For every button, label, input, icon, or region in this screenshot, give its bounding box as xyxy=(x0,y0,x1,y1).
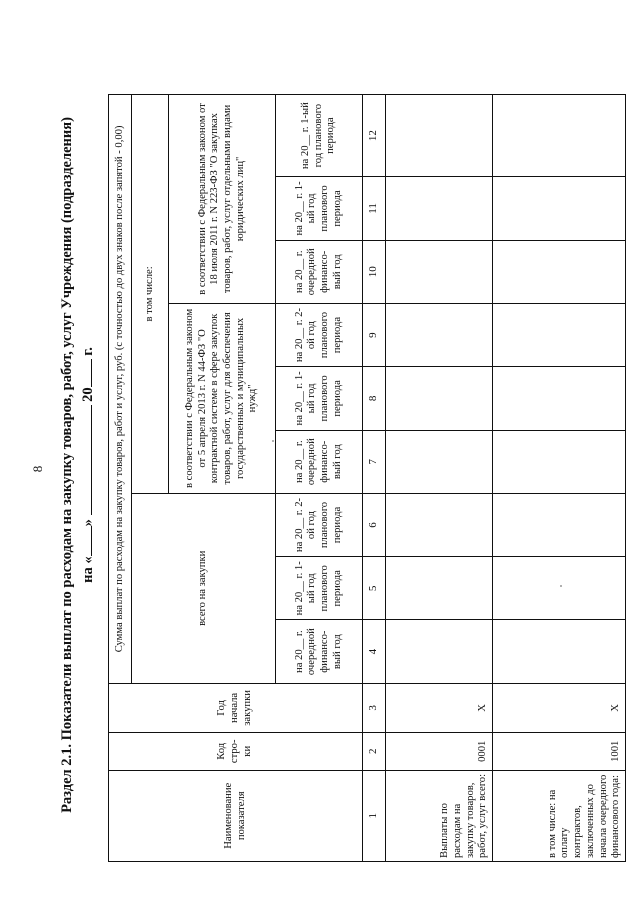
row-code: 1001 xyxy=(493,733,626,771)
value-cell[interactable] xyxy=(386,620,493,683)
value-cell[interactable] xyxy=(493,240,626,303)
value-cell[interactable] xyxy=(493,177,626,240)
section-title-line: Раздел 2.1. Показатели выплат по расходам на закупку товаров, работ, услуг Учреждения (подразделения) xyxy=(59,117,75,813)
value-cell[interactable] xyxy=(386,430,493,493)
value-cell[interactable] xyxy=(493,557,626,620)
row-start-year: X xyxy=(386,683,493,732)
value-cell[interactable] xyxy=(386,177,493,240)
row-code: 0001 xyxy=(386,733,493,771)
column-number-4: 4 xyxy=(363,620,386,683)
header-total-first-plan-year: на 20__ г. 1-ый год планового периода xyxy=(276,557,363,620)
header-223fz-first-plan-year: на 20__ г. 1-ый год планового периода xyxy=(276,177,363,240)
column-number-3: 3 xyxy=(363,683,386,732)
value-cell[interactable] xyxy=(493,493,626,556)
value-cell[interactable] xyxy=(386,367,493,430)
column-number-2: 2 xyxy=(363,733,386,771)
header-start-year: Год начала закупки xyxy=(109,683,363,732)
table-row xyxy=(386,95,493,862)
value-cell[interactable] xyxy=(386,493,493,556)
column-number-12: 12 xyxy=(363,95,386,177)
header-total-second-plan-year: на 20__ г. 2-ой год планового периода xyxy=(276,493,363,556)
header-44fz-second-plan-year: на 20__ г. 2-ой год планового периода xyxy=(276,303,363,366)
section-date-line xyxy=(78,65,99,865)
column-number-6: 6 xyxy=(363,493,386,556)
value-cell[interactable] xyxy=(493,430,626,493)
column-number-7: 7 xyxy=(363,430,386,493)
header-including: в том числе: xyxy=(132,95,169,494)
value-cell[interactable] xyxy=(386,557,493,620)
header-sum: Сумма выплат по расходам на закупку товаров, работ и услуг, руб. (с точностью до двух знаков после запятой - 0,00) xyxy=(109,95,132,684)
header-total-current-year: на 20__ г. очередной финансо-вый год xyxy=(276,620,363,683)
value-cell[interactable] xyxy=(386,303,493,366)
column-number-11: 11 xyxy=(363,177,386,240)
column-number-1: 1 xyxy=(363,770,386,861)
scan-speck xyxy=(560,585,562,587)
header-law-44fz: в соответствии с Федеральным законом от 5 апреля 2013 г. N 44-ФЗ "О контрактной системе в сфере закупок товаров, работ, услуг для обеспечения государственных и муниципальных нужд" xyxy=(169,303,276,493)
column-number-9: 9 xyxy=(363,303,386,366)
row-name: в том числе: на оплату контрактов, заключенных до начала очередного финансового года: xyxy=(493,770,626,861)
date-year-prefix: 20 xyxy=(79,387,96,402)
header-44fz-current-year: на 20__ г. очередной финансо-вый год xyxy=(276,430,363,493)
column-number-8: 8 xyxy=(363,367,386,430)
table-row xyxy=(493,95,626,862)
date-suffix: г. xyxy=(79,347,96,356)
value-cell[interactable] xyxy=(493,95,626,177)
date-mid: » xyxy=(79,519,96,527)
header-223fz-last-year: на 20__ г. 1-ый год планового периода xyxy=(276,95,363,177)
header-44fz-first-plan-year: на 20__ г. 1-ый год планового периода xyxy=(276,367,363,430)
row-start-year: X xyxy=(493,683,626,732)
date-year-blank xyxy=(78,359,92,387)
date-month-blank xyxy=(78,405,92,515)
section-title xyxy=(58,65,98,865)
value-cell[interactable] xyxy=(386,240,493,303)
scan-speck xyxy=(272,440,274,442)
row-name: Выплаты по расходам на закупку товаров, работ, услуг всего: xyxy=(386,770,493,861)
header-223fz-current-year: на 20__ г. очередной финансо-вый год xyxy=(276,240,363,303)
purchase-payments-table xyxy=(108,94,626,862)
header-law-223fz: в соответствии с Федеральным законом от 18 июля 2011 г. N 223-ФЗ "О закупках товаров, работ, услуг отдельными видами юридических лиц" xyxy=(169,95,276,304)
rotated-form-page xyxy=(30,29,622,889)
date-day-blank xyxy=(78,526,92,556)
value-cell[interactable] xyxy=(386,95,493,177)
column-number-10: 10 xyxy=(363,240,386,303)
value-cell[interactable] xyxy=(493,303,626,366)
column-number-5: 5 xyxy=(363,557,386,620)
header-code: Код стро-ки xyxy=(109,733,363,771)
value-cell[interactable] xyxy=(493,620,626,683)
header-total: всего на закупки xyxy=(132,493,276,683)
date-prefix: на « xyxy=(79,556,96,583)
value-cell[interactable] xyxy=(493,367,626,430)
header-name: Наименование показателя xyxy=(109,770,363,861)
page-number: 8 xyxy=(30,465,45,473)
